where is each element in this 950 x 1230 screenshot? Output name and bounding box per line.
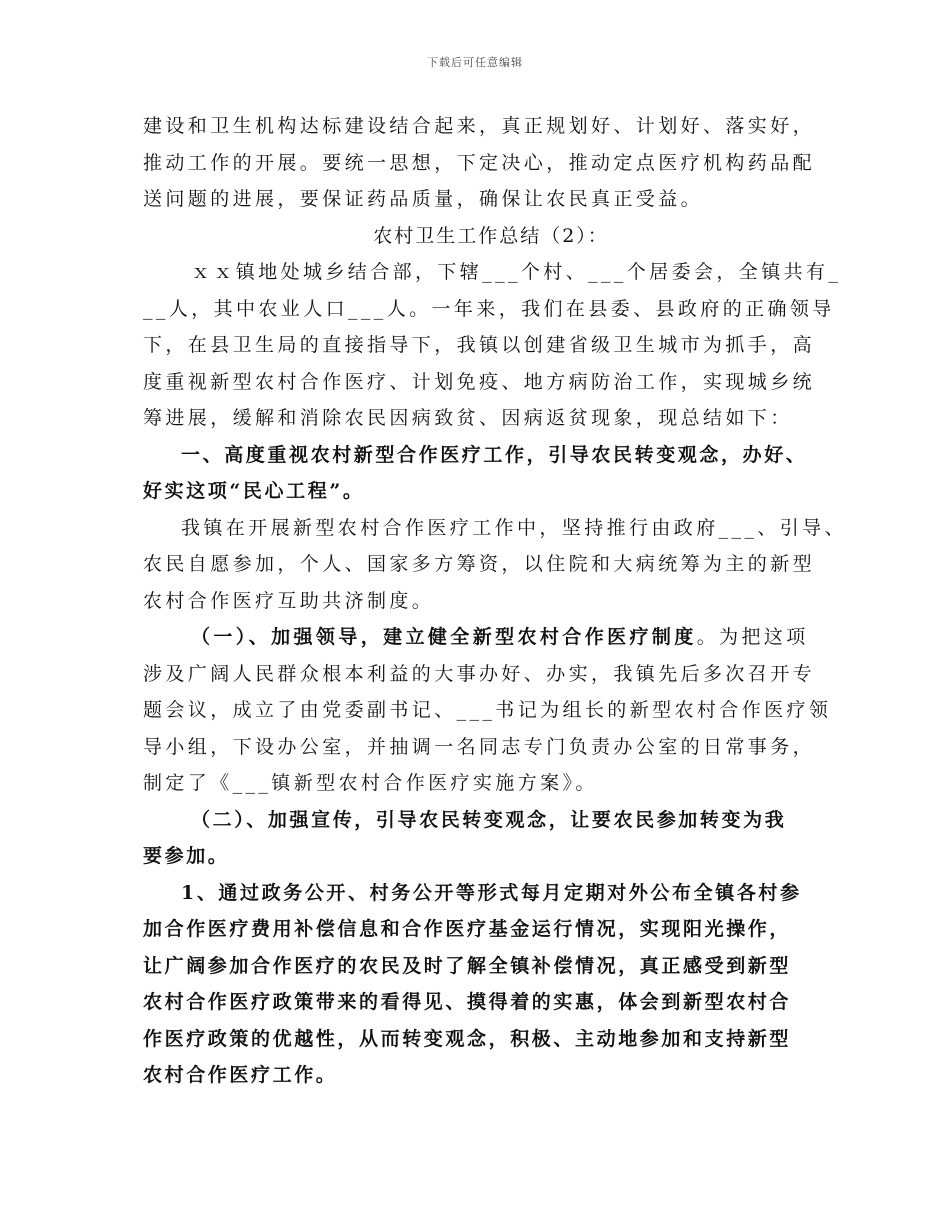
document-body — [143, 108, 847, 1094]
text-line: 农村合作医疗互助共济制度。 — [143, 589, 435, 612]
heading-line: （二）、加强宣传，引导农民转变观念，让要农民参加转变为我 — [191, 808, 787, 831]
heading-line: 好实这项“民心工程”。 — [143, 480, 365, 502]
section-title: 农村卫生工作总结（2）： — [373, 224, 609, 247]
text-line: ｘｘ镇地处城乡结合部，下辖___个村、___个居委会，全镇共有_ — [191, 261, 842, 283]
text-line: 农民自愿参加，个人、国家多方筹资，以住院和大病统筹为主的新型 — [143, 553, 816, 575]
text-line: 农村合作医疗政策带来的看得见、摸得着的实惠，体会到新型农村合 — [143, 991, 792, 1013]
text-line: 作医疗政策的优越性，从而转变观念，积极、主动地参加和支持新型 — [143, 1027, 792, 1050]
text-line: 导小组，下设办公室，并抽调一名同志专门负责办公室的日常事务， — [143, 735, 816, 758]
heading-one — [143, 437, 831, 510]
heading-line: 要参加。 — [143, 845, 230, 867]
text-line: 度重视新型农村合作医疗、计划免疫、地方病防治工作，实现城乡统 — [143, 370, 816, 393]
text-line: 题会议，成立了由党委副书记、___书记为组长的新型农村合作医疗领 — [143, 699, 832, 721]
text-line: 推动工作的开展。要统一思想，下定决心，推动定点医疗机构药品配 — [143, 151, 816, 174]
text-line: 下，在县卫生局的直接指导下，我镇以创建省级卫生城市为抓手，高 — [143, 334, 816, 356]
text-line: 涉及广阔人民群众根本利益的大事办好、办实，我镇先后多次召开专 — [143, 662, 816, 685]
text-line: __人，其中农业人口___人。一年来，我们在县委、县政府的正确领导 — [143, 297, 835, 320]
paragraph-leadership — [143, 619, 831, 802]
page-header-note: 下载后可任意编辑 — [427, 56, 523, 69]
paragraph-continuation — [143, 108, 831, 218]
text-line: 制定了《___镇新型农村合作医疗实施方案》。 — [143, 772, 598, 794]
lead-rest: 。为把这项 — [696, 626, 809, 648]
text-line: 加合作医疗费用补偿信息和合作医疗基金运行情况，实现阳光操作， — [143, 918, 792, 940]
text-line: 建设和卫生机构达标建设结合起来，真正规划好、计划好、落实好， — [143, 115, 816, 137]
text-line: 送问题的进展，要保证药品质量，确保让农民真正受益。 — [143, 188, 704, 210]
text-line: 农村合作医疗工作。 — [143, 1064, 338, 1086]
heading-line: 一、高度重视农村新型合作医疗工作，引导农民转变观念，办好、 — [181, 443, 808, 466]
text-line: 让广阔参加合作医疗的农民及时了解全镇补偿情况，真正感受到新型 — [143, 954, 792, 977]
text-line: 筹进展，缓解和消除农民因病致贫、因病返贫现象，现总结如下： — [143, 407, 793, 429]
bold-lead: （一）、加强领导，建立健全新型农村合作医疗制度 — [191, 626, 697, 648]
text-line: 我镇在开展新型农村合作医疗工作中，坚持推行由政府___、引导、 — [181, 516, 847, 539]
text-line — [143, 619, 831, 656]
paragraph-intro — [143, 254, 842, 437]
heading-two — [143, 802, 831, 875]
text-line: 1、通过政务公开、村务公开等形式每月定期对外公布全镇各村参 — [181, 881, 802, 904]
paragraph-publicity — [143, 875, 831, 1094]
paragraph-policy — [143, 510, 847, 620]
